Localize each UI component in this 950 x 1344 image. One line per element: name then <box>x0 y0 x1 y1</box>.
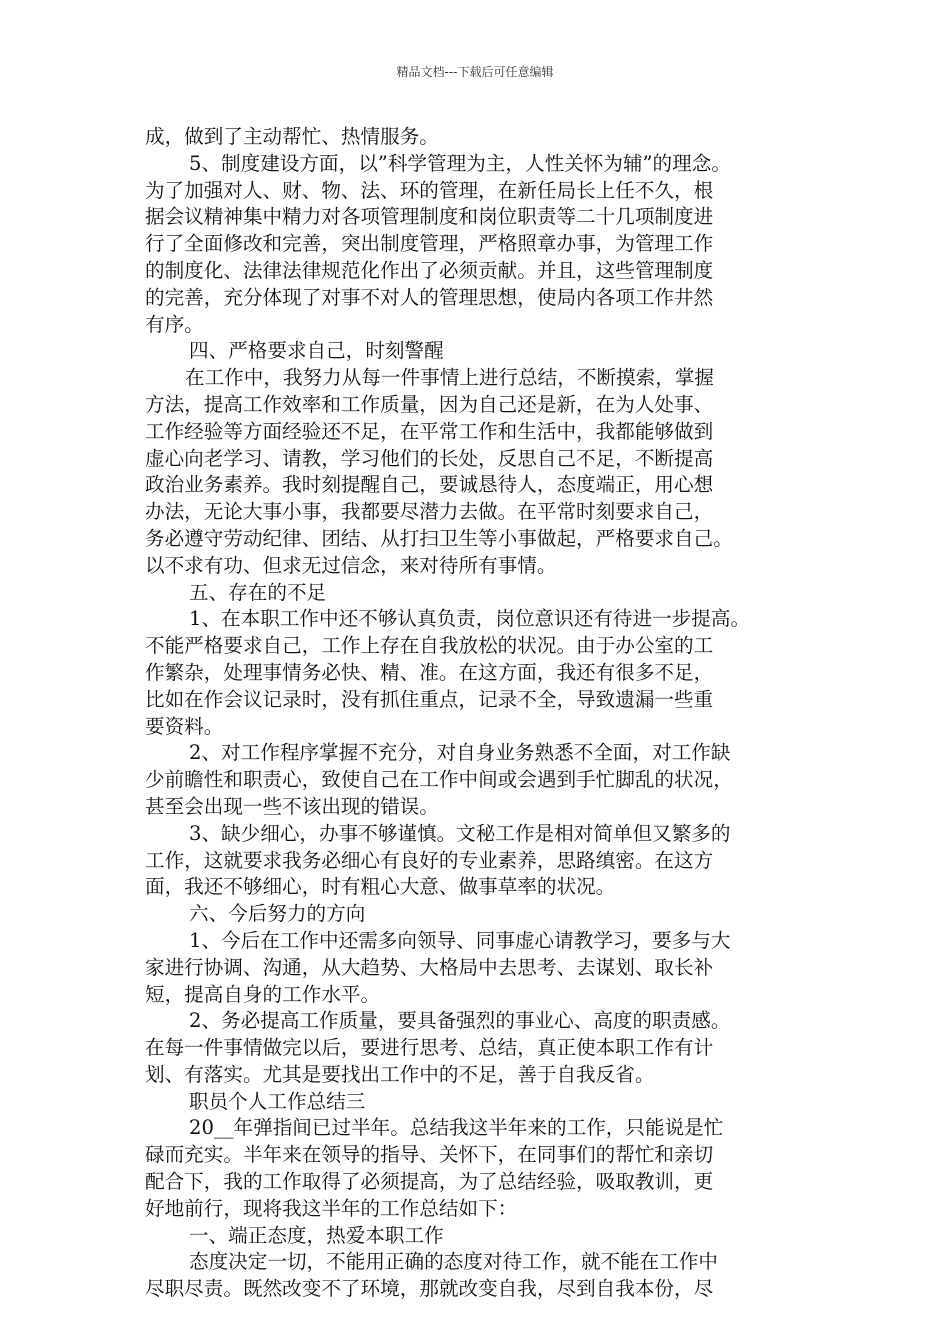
text-line: 2、对工作程序掌握不充分，对自身业务熟悉不全面，对工作缺 <box>189 741 731 765</box>
text-line: 尽职尽责。既然改变不了环境，那就改变自我，尽到自我本份，尽 <box>145 1277 714 1301</box>
text-line: 1、今后在工作中还需多向领导、同事虚心请教学习，要多与大 <box>189 928 731 952</box>
section-heading: 六、今后努力的方向 <box>189 902 366 926</box>
text-line: 为了加强对人、财、物、法、环的管理，在新任局长上任不久，根 <box>145 178 714 202</box>
text-line: 比如在作会议记录时，没有抓住重点，记录不全，导致遗漏一些重 <box>145 687 714 711</box>
page-header: 精品文档---下载后可任意编辑 <box>396 65 554 79</box>
text-line: 政治业务素养。我时刻提醒自己，要诚恳待人，态度端正，用心想 <box>145 473 714 497</box>
text-line: 好地前行，现将我这半年的工作总结如下： <box>145 1196 518 1220</box>
text-line: 态度决定一切，不能用正确的态度对待工作，就不能在工作中 <box>189 1250 719 1274</box>
text-line: 作繁杂，处理事情务必快、精、准。在这方面，我还有很多不足， <box>145 660 714 684</box>
document-body <box>145 124 810 1303</box>
text-line: 方法，提高工作效率和工作质量，因为自己还是新，在为人处事、 <box>145 392 714 416</box>
text-line: 成，做到了主动帮忙、热情服务。 <box>145 125 439 148</box>
text-line: 5、制度建设方面，以”科学管理为主，人性关怀为辅”的理念。 <box>189 151 731 175</box>
text-line: 据会议精神集中精力对各项管理制度和岗位职责等二十几项制度进 <box>145 205 714 229</box>
text-line: 办法，无论大事小事，我都要尽潜力去做。在平常时刻要求自己， <box>145 500 714 524</box>
text-line: 20__年弹指间已过半年。总结我这半年来的工作，只能说是忙 <box>189 1116 724 1140</box>
text-line: 以不求有功、但求无过信念，来对待所有事情。 <box>145 553 557 577</box>
text-line: 配合下，我的工作取得了必须提高，为了总结经验，吸取教训，更 <box>145 1170 714 1194</box>
text-line: 甚至会出现一些不该出现的错误。 <box>145 794 439 818</box>
section-heading: 四、严格要求自己，时刻警醒 <box>189 339 444 363</box>
text-line: 务必遵守劳动纪律、团结、从打扫卫生等小事做起，严格要求自己。 <box>145 526 733 550</box>
text-line: 工作，这就要求我务必细心有良好的专业素养，思路缜密。在这方 <box>145 848 714 872</box>
text-line: 短，提高自身的工作水平。 <box>145 982 381 1006</box>
text-line: 要资料。 <box>145 714 224 738</box>
text-line: 划、有落实。尤其是要找出工作中的不足，善于自我反省。 <box>145 1062 655 1086</box>
text-line: 1、在本职工作中还不够认真负责，岗位意识还有待进一步提高。 <box>189 607 751 631</box>
section-heading: 五、存在的不足 <box>189 580 327 604</box>
text-line: 2、务必提高工作质量，要具备强烈的事业心、高度的职责感。 <box>189 1009 731 1033</box>
text-line: 面，我还不够细心，时有粗心大意、做事草率的状况。 <box>145 875 616 899</box>
section-heading: 职员个人工作总结三 <box>189 1089 366 1113</box>
text-line: 的制度化、法律法律规范化作出了必须贡献。并且，这些管理制度 <box>145 258 714 282</box>
text-line: 不能严格要求自己，工作上存在自我放松的状况。由于办公室的工 <box>145 634 714 658</box>
section-heading: 一、端正态度，热爱本职工作 <box>189 1223 444 1247</box>
text-line: 少前瞻性和职责心，致使自己在工作中间或会遇到手忙脚乱的状况， <box>145 768 733 792</box>
text-line: 3、缺少细心，办事不够谨慎。文秘工作是相对简单但又繁多的 <box>189 821 731 845</box>
text-line: 行了全面修改和完善，突出制度管理，严格照章办事，为管理工作 <box>145 232 714 256</box>
text-line: 碌而充实。半年来在领导的指导、关怀下，在同事们的帮忙和亲切 <box>145 1143 714 1167</box>
text-line: 有序。 <box>145 312 204 336</box>
text-line: 工作经验等方面经验还不足，在平常工作和生活中，我都能够做到 <box>145 419 714 443</box>
text-line: 虚心向老学习、请教，学习他们的长处，反思自己不足，不断提高 <box>145 446 714 470</box>
text-line: 在每一件事情做完以后，要进行思考、总结，真正使本职工作有计 <box>145 1036 714 1060</box>
text-line: 在工作中，我努力从每一件事情上进行总结，不断摸索，掌握 <box>185 366 715 390</box>
text-line: 家进行协调、沟通，从大趋势、大格局中去思考、去谋划、取长补 <box>145 955 714 979</box>
text-line: 的完善，充分体现了对事不对人的管理思想，使局内各项工作井然 <box>145 285 714 309</box>
